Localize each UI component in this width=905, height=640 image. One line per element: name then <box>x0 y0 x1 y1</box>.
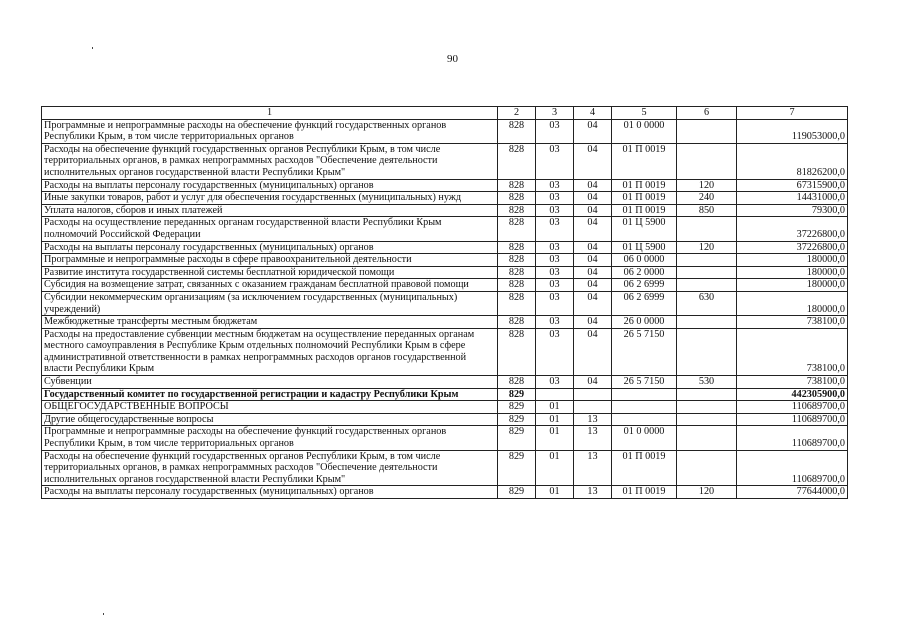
subsection-code: 04 <box>574 192 612 205</box>
item-name: Программные и непрограммные расходы в сфере правоохранительной деятельности <box>42 254 498 267</box>
table-row <box>42 119 848 143</box>
table-row <box>42 266 848 279</box>
target-article-code: 26 5 7150 <box>612 376 677 389</box>
ministry-code: 828 <box>498 204 536 217</box>
page-number: 90 <box>447 53 458 65</box>
table-row <box>42 486 848 499</box>
section-code: 01 <box>536 413 574 426</box>
expense-type-code <box>677 266 737 279</box>
target-article-code: 01 П 0019 <box>612 486 677 499</box>
ministry-code: 829 <box>498 388 536 401</box>
subsection-code: 04 <box>574 143 612 179</box>
target-article-code: 01 П 0019 <box>612 179 677 192</box>
expense-type-code <box>677 279 737 292</box>
subsection-code: 04 <box>574 376 612 389</box>
amount: 180000,0 <box>737 266 848 279</box>
budget-table <box>41 106 848 499</box>
item-name: Иные закупки товаров, работ и услуг для обеспечения государственных (муниципальных) нужд <box>42 192 498 205</box>
amount: 738100,0 <box>737 376 848 389</box>
item-name: Программные и непрограммные расходы на обеспечение функций государственных органов Республики Крым, в том числе территориальных органов <box>42 426 498 450</box>
expense-type-code <box>677 143 737 179</box>
subsection-code: 04 <box>574 279 612 292</box>
table-row <box>42 388 848 401</box>
target-article-code: 01 П 0019 <box>612 192 677 205</box>
item-name: Расходы на выплаты персоналу государственных (муниципальных) органов <box>42 241 498 254</box>
ministry-code: 828 <box>498 279 536 292</box>
item-name: Субсидия на возмещение затрат, связанных с оказанием гражданам бесплатной правовой помощи <box>42 279 498 292</box>
table-row <box>42 217 848 241</box>
ministry-code: 829 <box>498 401 536 414</box>
subsection-code <box>574 401 612 414</box>
ministry-code: 828 <box>498 119 536 143</box>
expense-type-code <box>677 450 737 486</box>
table-row <box>42 241 848 254</box>
subsection-code: 04 <box>574 179 612 192</box>
table-row <box>42 316 848 329</box>
item-name: Расходы на осуществление переданных органам государственной власти Республики Крым полномочий Российской Федерации <box>42 217 498 241</box>
section-code: 01 <box>536 486 574 499</box>
item-name: Субсидии некоммерческим организациям (за исключением государственных (муниципальных) учреждений) <box>42 291 498 315</box>
amount: 81826200,0 <box>737 143 848 179</box>
table-row <box>42 376 848 389</box>
target-article-code: 01 Ц 5900 <box>612 241 677 254</box>
item-name: Уплата налогов, сборов и иных платежей <box>42 204 498 217</box>
ministry-code: 828 <box>498 217 536 241</box>
section-code: 03 <box>536 143 574 179</box>
subsection-code: 04 <box>574 241 612 254</box>
section-code: 03 <box>536 279 574 292</box>
ministry-code: 829 <box>498 426 536 450</box>
column-number: 1 <box>42 107 498 120</box>
subsection-code: 04 <box>574 217 612 241</box>
expense-type-code <box>677 426 737 450</box>
table-row <box>42 450 848 486</box>
target-article-code: 01 0 0000 <box>612 119 677 143</box>
item-name: Расходы на выплаты персоналу государственных (муниципальных) органов <box>42 179 498 192</box>
column-number: 4 <box>574 107 612 120</box>
item-name: Расходы на предоставление субвенции местным бюджетам на осуществление переданных органам местного самоуправления в Республике Крым отдельных полномочий Республики Крым в сфере административной ответственности в рамках непрограммных расходов органов государственной власти Республики Крым <box>42 328 498 375</box>
expense-type-code: 530 <box>677 376 737 389</box>
ministry-code: 828 <box>498 241 536 254</box>
ministry-code: 828 <box>498 328 536 375</box>
column-number: 2 <box>498 107 536 120</box>
target-article-code <box>612 413 677 426</box>
subsection-code: 13 <box>574 413 612 426</box>
amount: 180000,0 <box>737 254 848 267</box>
scan-speck <box>92 47 93 49</box>
ministry-code: 828 <box>498 316 536 329</box>
item-name: Другие общегосударственные вопросы <box>42 413 498 426</box>
subsection-code <box>574 388 612 401</box>
section-code: 03 <box>536 254 574 267</box>
item-name: Государственный комитет по государственной регистрации и кадастру Республики Крым <box>42 388 498 401</box>
item-name: Развитие института государственной системы бесплатной юридической помощи <box>42 266 498 279</box>
item-name: Расходы на выплаты персоналу государственных (муниципальных) органов <box>42 486 498 499</box>
target-article-code: 01 П 0019 <box>612 143 677 179</box>
subsection-code: 04 <box>574 316 612 329</box>
amount: 110689700,0 <box>737 413 848 426</box>
section-code: 03 <box>536 192 574 205</box>
ministry-code: 828 <box>498 192 536 205</box>
column-number-row <box>42 107 848 120</box>
subsection-code: 04 <box>574 119 612 143</box>
item-name: Межбюджетные трансферты местным бюджетам <box>42 316 498 329</box>
scan-speck <box>103 613 104 615</box>
expense-type-code <box>677 217 737 241</box>
section-code: 03 <box>536 179 574 192</box>
amount: 37226800,0 <box>737 241 848 254</box>
ministry-code: 829 <box>498 450 536 486</box>
column-number: 6 <box>677 107 737 120</box>
subsection-code: 04 <box>574 204 612 217</box>
ministry-code: 828 <box>498 266 536 279</box>
table-row <box>42 204 848 217</box>
expense-type-code <box>677 119 737 143</box>
amount: 77644000,0 <box>737 486 848 499</box>
amount: 110689700,0 <box>737 401 848 414</box>
expense-type-code: 120 <box>677 179 737 192</box>
amount: 738100,0 <box>737 316 848 329</box>
table-row <box>42 143 848 179</box>
item-name: Субвенции <box>42 376 498 389</box>
section-code: 03 <box>536 204 574 217</box>
expense-type-code <box>677 388 737 401</box>
amount: 180000,0 <box>737 279 848 292</box>
target-article-code: 06 2 0000 <box>612 266 677 279</box>
target-article-code: 01 П 0019 <box>612 204 677 217</box>
section-code: 01 <box>536 401 574 414</box>
target-article-code: 26 0 0000 <box>612 316 677 329</box>
ministry-code: 829 <box>498 486 536 499</box>
target-article-code: 26 5 7150 <box>612 328 677 375</box>
table-row <box>42 426 848 450</box>
subsection-code: 04 <box>574 266 612 279</box>
section-code: 03 <box>536 217 574 241</box>
section-code: 03 <box>536 328 574 375</box>
expense-type-code <box>677 413 737 426</box>
section-code: 03 <box>536 241 574 254</box>
amount: 110689700,0 <box>737 426 848 450</box>
amount: 110689700,0 <box>737 450 848 486</box>
amount: 442305900,0 <box>737 388 848 401</box>
ministry-code: 828 <box>498 143 536 179</box>
section-code: 03 <box>536 316 574 329</box>
expense-type-code: 120 <box>677 241 737 254</box>
section-code: 03 <box>536 376 574 389</box>
target-article-code: 01 Ц 5900 <box>612 217 677 241</box>
expense-type-code <box>677 254 737 267</box>
table-row <box>42 179 848 192</box>
expense-type-code <box>677 316 737 329</box>
expense-type-code: 120 <box>677 486 737 499</box>
target-article-code: 01 П 0019 <box>612 450 677 486</box>
target-article-code <box>612 401 677 414</box>
expense-type-code: 850 <box>677 204 737 217</box>
amount: 119053000,0 <box>737 119 848 143</box>
section-code <box>536 388 574 401</box>
target-article-code: 06 2 6999 <box>612 279 677 292</box>
column-number: 3 <box>536 107 574 120</box>
section-code: 03 <box>536 266 574 279</box>
target-article-code: 06 0 0000 <box>612 254 677 267</box>
column-number: 5 <box>612 107 677 120</box>
table-row <box>42 328 848 375</box>
subsection-code: 04 <box>574 291 612 315</box>
section-code: 01 <box>536 450 574 486</box>
ministry-code: 829 <box>498 413 536 426</box>
subsection-code: 04 <box>574 328 612 375</box>
expense-type-code <box>677 401 737 414</box>
section-code: 03 <box>536 119 574 143</box>
table-row <box>42 401 848 414</box>
expense-type-code: 240 <box>677 192 737 205</box>
amount: 180000,0 <box>737 291 848 315</box>
expense-type-code <box>677 328 737 375</box>
table-row <box>42 413 848 426</box>
section-code: 01 <box>536 426 574 450</box>
target-article-code: 06 2 6999 <box>612 291 677 315</box>
subsection-code: 13 <box>574 450 612 486</box>
ministry-code: 828 <box>498 179 536 192</box>
expense-type-code: 630 <box>677 291 737 315</box>
amount: 738100,0 <box>737 328 848 375</box>
section-code: 03 <box>536 291 574 315</box>
amount: 67315900,0 <box>737 179 848 192</box>
table-row <box>42 279 848 292</box>
amount: 14431000,0 <box>737 192 848 205</box>
subsection-code: 13 <box>574 426 612 450</box>
table-row <box>42 192 848 205</box>
ministry-code: 828 <box>498 376 536 389</box>
subsection-code: 13 <box>574 486 612 499</box>
ministry-code: 828 <box>498 254 536 267</box>
amount: 79300,0 <box>737 204 848 217</box>
subsection-code: 04 <box>574 254 612 267</box>
table-row <box>42 291 848 315</box>
item-name: Расходы на обеспечение функций государственных органов Республики Крым, в том числе территориальных органов, в рамках непрограммных расходов "Обеспечение деятельности исполнительных органов государственной власти Республики Крым" <box>42 143 498 179</box>
amount: 37226800,0 <box>737 217 848 241</box>
target-article-code: 01 0 0000 <box>612 426 677 450</box>
column-number: 7 <box>737 107 848 120</box>
target-article-code <box>612 388 677 401</box>
item-name: Программные и непрограммные расходы на обеспечение функций государственных органов Республики Крым, в том числе территориальных органов <box>42 119 498 143</box>
table-row <box>42 254 848 267</box>
item-name: Расходы на обеспечение функций государственных органов Республики Крым, в том числе территориальных органов, в рамках непрограммных расходов "Обеспечение деятельности исполнительных органов государственной власти Республики Крым" <box>42 450 498 486</box>
item-name: ОБЩЕГОСУДАРСТВЕННЫЕ ВОПРОСЫ <box>42 401 498 414</box>
ministry-code: 828 <box>498 291 536 315</box>
